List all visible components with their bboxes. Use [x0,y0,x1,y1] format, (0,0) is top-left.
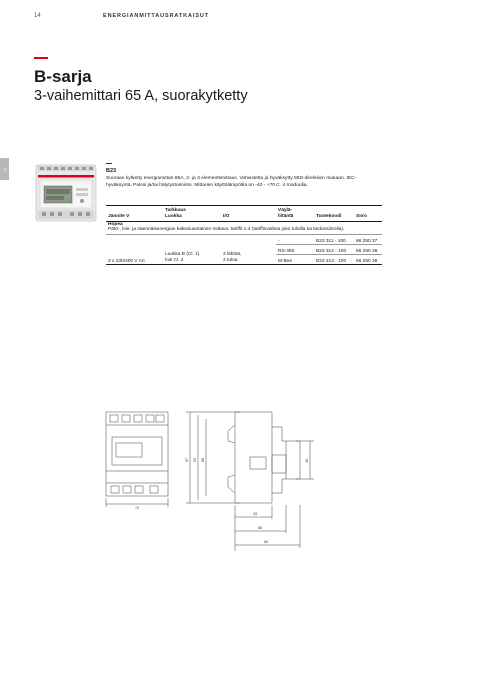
col-snro: Snro [354,206,382,222]
dim-height-89: 89 [201,458,205,462]
dim-depth-58: 58 [258,526,262,530]
cell-io: 2 lähtöä, 2 tuloa [221,234,276,264]
cell-snro: 66 250 38 [354,244,382,254]
group-description: Pätö-, lois- ja näennäisenergian kaksisuuntainen mittaus, tariffit 1-4 (tariffinvalinta joko tuloilla tai tiedonsiirrolla). [106,227,382,234]
dim-height-45: 45 [305,459,309,463]
depth-dimension-lines [235,505,300,551]
language-tab-label: FI [2,167,7,171]
model-description: Suoraan kytketty energiamittari 65A, 2- ja 3 elementtimittaus. Vahvistettu ja hyväksytty MID-direktiivin mukaan. IEC-hyväksyntä. Pulssi ja/tai hälytystoiminto. Mittarien käyttölämpötila on -40 - +70 C. 4 moduulia. [106,176,357,189]
side-view [228,412,300,503]
col-product-code: Tuotekoodi [314,206,354,222]
dim-front-width: 72 [135,506,139,510]
front-view [106,412,168,507]
col-voltage: Jännite V [106,206,163,222]
meter-product-image [34,162,98,224]
cell-code: B23 311 - 100 [314,234,354,244]
table-header-row [106,206,382,222]
page-subtitle: 3-vaihemittari 65 A, suorakytketty [34,88,248,104]
model-name: B23 [106,168,117,174]
col-accuracy: Tarkkuus Luokka [163,206,221,222]
cell-bus: M-Bus [276,254,314,264]
group-name: Hopea [108,222,123,227]
accent-bar [34,57,48,59]
cell-code: B23 313 - 100 [314,254,354,264]
dim-height-93: 93 [193,458,197,462]
model-dash [106,163,112,164]
dim-depth-43: 43 [253,512,257,516]
cell-code: B23 312 - 100 [314,244,354,254]
cell-snro: 66 250 37 [354,234,382,244]
col-io: I/O [221,206,276,222]
cell-snro: 66 250 39 [354,254,382,264]
cell-bus: - [276,234,314,244]
cell-bus: RS-485 [276,244,314,254]
cell-accuracy: Luokka B (Cl. 1) lois Cl. 2 [163,234,221,264]
dimension-drawing [100,405,330,555]
spec-table [106,205,382,265]
page-number: 14 [34,13,41,19]
vertical-dimension-lines [186,412,240,503]
language-tab [0,158,9,180]
table-row [106,234,382,244]
group-description-row [106,227,382,234]
dim-depth-65: 65 [264,540,268,544]
col-bus: Väylä- liitäntä [276,206,314,222]
dim-height-97: 97 [185,458,189,462]
page-title: B-sarja [34,67,92,86]
cell-voltage: 3 x 230/400 V AC [106,234,163,264]
section-header: ENERGIANMITTAUSRATKAISUT [103,13,210,19]
